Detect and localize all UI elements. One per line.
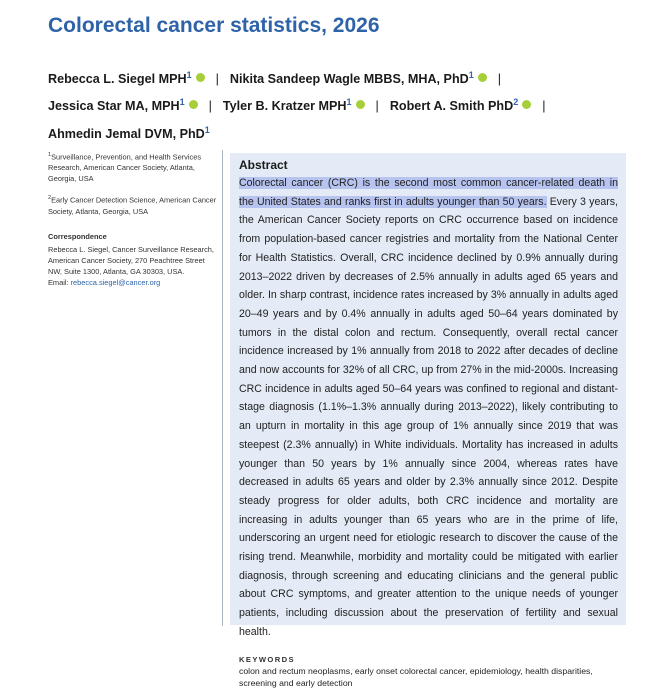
author-name: Nikita Sandeep Wagle MBBS, MHA, PhD xyxy=(229,72,469,87)
correspondence-email-line xyxy=(48,277,220,288)
author-kratzer xyxy=(223,99,365,113)
orcid-icon[interactable] xyxy=(196,73,205,82)
email-link[interactable]: rebecca.siegel@cancer.org xyxy=(70,277,161,287)
author-separator: | xyxy=(542,99,546,114)
correspondence-address: Rebecca L. Siegel, Cancer Surveillance Research, American Cancer Society, 270 Peachtree Street NW, Suite 1300, Atlanta, GA 30303, USA. xyxy=(48,244,214,276)
author-list xyxy=(48,64,648,146)
author-name: Ahmedin Jemal DVM, PhD xyxy=(48,126,205,141)
orcid-icon[interactable] xyxy=(189,100,198,109)
affiliation-sup: 1 xyxy=(204,124,210,135)
abstract-box xyxy=(230,153,626,689)
abstract-heading: Abstract xyxy=(239,158,288,172)
affiliation-sup: 1 xyxy=(179,97,185,108)
author-wagle xyxy=(230,72,487,86)
article-title: Colorectal cancer statistics, 2026 xyxy=(48,14,380,37)
orcid-icon[interactable] xyxy=(356,100,365,109)
affiliations-column xyxy=(48,150,220,288)
email-label: Email: xyxy=(48,277,71,287)
keywords-heading: KEYWORDS xyxy=(239,654,295,664)
affiliation-text: Surveillance, Prevention, and Health Services Research, American Cancer Society, Atlanta, Georgia, USA xyxy=(48,152,202,184)
affiliation-number: 2 xyxy=(48,195,52,202)
author-name: Jessica Star MA, MPH xyxy=(48,99,180,114)
abstract-body: Every 3 years, the American Cancer Society reports on CRC occurrence based on incidence from population-based cancer registries and mortality from the National Center for Health Statistics. Overall, CRC incidence declined by 0.9% annually during 2013–2022 driven by decreases of 2.5% annually in adults aged 65 years and older. In sharp contrast, incidence rates increased by 3% annually in adults aged 20–49 years and by 0.4% annually in adults aged 50–64 years dominated by tumors in the distal colon and rectum. Consequently, overall rectal cancer incidence increased by 1% annually from 2018 to 2022 after decades of decline and now accounts for 32% of all CRC, up from 27% in the mid-2000s. Increasing CRC incidence in adults aged 50–64 years was confined to regional and distant-stage diagnosis (1.1%–1.3% annually during 2013–2022), likely contributing to an upturn in mortality in this age group of 1% annually since 2019 that was steepest (2.3% annually) in White individuals. Mortality has increased in adults younger than 50 years by 1% annually since 2004, whereas rates have decreased in adults 65 years and older by 2.3% annually since 2012. Despite steady progress for older adults, both CRC incidence and mortality are increasing in adults younger than 65 years who are in the prime of life, underscoring an urgent need for etiologic research to discover the cause of the rising trend. Meanwhile, morbidity and mortality could be mitigated with earlier diagnosis, through screening and educating clinicians and the general public about CRC symptoms, and greater attention to the unique needs of younger patients, including discussion about the preservation of fertility and sexual health. xyxy=(239,195,618,638)
column-divider xyxy=(222,150,223,626)
affiliation-sup: 1 xyxy=(346,97,352,108)
affiliation-sup: 1 xyxy=(468,70,474,80)
correspondence-heading: Correspondence xyxy=(48,231,107,241)
author-separator: | xyxy=(208,99,212,114)
author-separator: | xyxy=(215,72,219,87)
affiliation-sup: 2 xyxy=(513,97,519,108)
author-star xyxy=(48,99,198,113)
author-jemal xyxy=(48,124,210,141)
orcid-icon[interactable] xyxy=(522,100,531,109)
affiliation-1 xyxy=(48,150,220,184)
abstract-text xyxy=(239,174,618,642)
author-siegel xyxy=(48,72,205,86)
affiliation-2 xyxy=(48,193,220,216)
author-name: Robert A. Smith PhD xyxy=(389,99,514,114)
author-separator: | xyxy=(497,72,502,87)
affiliation-text: Early Cancer Detection Science, American Cancer Society, Atlanta, Georgia, USA xyxy=(48,195,217,216)
author-name: Tyler B. Kratzer MPH xyxy=(222,99,347,114)
keywords-text: colon and rectum neoplasms, early onset colorectal cancer, epidemiology, health disparities, screening and early detection xyxy=(239,665,593,689)
orcid-icon[interactable] xyxy=(478,73,487,82)
author-smith xyxy=(390,99,531,113)
author-separator: | xyxy=(375,99,379,114)
affiliation-sup: 1 xyxy=(186,70,192,80)
author-name: Rebecca L. Siegel MPH xyxy=(48,72,187,87)
affiliation-number: 1 xyxy=(48,152,52,158)
highlighted-sentence[interactable]: Colorectal cancer (CRC) is the second most common cancer-related death in the United States and ranks first in adults younger than 50 years. xyxy=(239,177,618,208)
